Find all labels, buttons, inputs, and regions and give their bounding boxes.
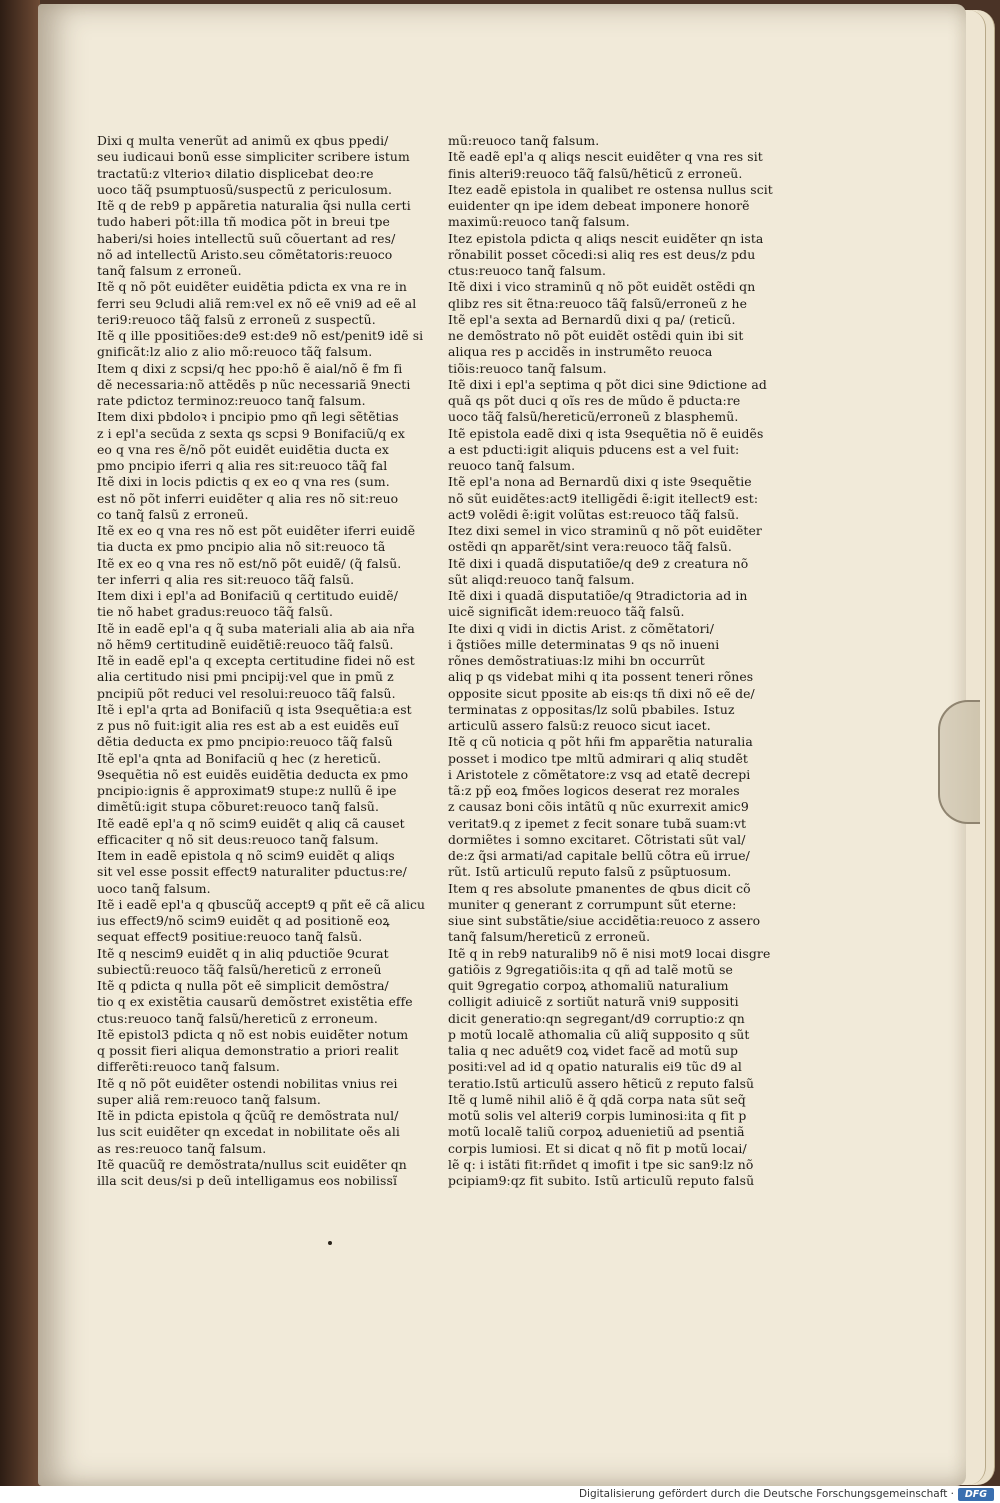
- text-line: dormiẽtes i somno excitaret. Cõtristati sũt val/: [448, 831, 746, 847]
- text-line: act9 volẽdi ẽ:igit volũtas est:reuoco tãq̃ falsũ.: [448, 506, 740, 522]
- text-line: mũ:reuoco tanq̃ falsum.: [448, 133, 600, 148]
- text-line: Itẽ epl'a nona ad Bernardũ dixi q iste 9sequẽtie: [448, 474, 752, 490]
- text-line: Itẽ dixi i epl'a septima q põt dici sine 9dictione ad: [448, 376, 767, 392]
- text-line: ius effect9/nõ scim9 euidẽt q ad positionẽ eoꝝ: [97, 913, 390, 928]
- text-line: Item q res absolute pmanentes de qbus dicit cõ: [448, 880, 751, 896]
- text-line: quã qs põt duci q oĩs res de mũdo ẽ pducta:re: [448, 393, 741, 408]
- text-line: tã:z pp̃ eoꝝ fmões logicos deserat rez morales: [448, 783, 740, 798]
- text-line: 9sequẽtia nõ est euidẽs euidẽtia deducta ex pmo: [97, 766, 409, 782]
- text-line: qlibz res sit ẽtna:reuoco tãq̃ falsũ/erroneũ z he: [448, 295, 748, 311]
- text-line: uicẽ significãt idem:reuoco tãq̃ falsũ.: [448, 604, 685, 620]
- text-line: Itẽ q de reb9 p appãretia naturalia q̃si nulla certi: [97, 198, 411, 213]
- text-line: nõ ad intellectũ Aristo.seu cõmẽtatoris:reuoco: [97, 246, 393, 262]
- text-line: rate pdictoz terminoz:reuoco tanq̃ falsum.: [97, 393, 366, 408]
- text-line: tanq̃ falsum z erroneũ.: [97, 263, 242, 278]
- text-line: Itẽ q nõ põt euidẽter euidẽtia pdicta ex vna re in: [97, 279, 407, 295]
- right-text-column: [448, 133, 793, 1189]
- text-line: nõ hẽm9 certitudinẽ euidẽtiẽ:reuoco tãq̃ falsũ.: [97, 636, 394, 652]
- text-line: i Aristotele z cõmẽtatore:z vsq ad etatẽ decrepi: [448, 766, 751, 782]
- text-line: Itẽ epistola eadẽ dixi q ista 9sequẽtia nõ ẽ euidẽs: [448, 425, 764, 441]
- text-line: Itẽ in eadẽ epl'a q excepta certitudine fidei nõ est: [97, 653, 415, 668]
- text-line: Item q dixi z scpsi/q hec ppo:hõ ẽ aial/nõ ẽ fm fi: [97, 360, 403, 376]
- text-line: quit 9gregatio corpoꝝ athomaliũ naturalium: [448, 978, 729, 993]
- text-line: alia certitudo nisi pmi pncipij:vel que in pmũ z: [97, 669, 394, 685]
- text-line: Item in eadẽ epistola q nõ scim9 euidẽt q aliqs: [97, 848, 395, 863]
- text-line: Itẽ dixi i quadã disputatiõe/q 9tradictoria ad in: [448, 588, 748, 603]
- text-line: muniter q generant z corrumpunt sũt eterne:: [448, 896, 737, 912]
- text-line: Itẽ q ille ppositiões:de9 est:de9 nõ est/penit9 idẽ si: [97, 328, 424, 343]
- text-line: de:z q̃si armati/ad capitale bellũ cõtra eũ irrue/: [448, 848, 750, 863]
- text-line: ctus:reuoco tanq̃ falsum.: [448, 263, 607, 278]
- text-line: Itẽ epl'a sexta ad Bernardũ dixi q pa/ (reticũ.: [448, 311, 736, 327]
- text-line: pcipiam9:qz fit subito. Istũ articulũ reputo falsũ: [448, 1173, 755, 1188]
- text-line: i q̃stiões mille determinatas 9 qs nõ inueni: [448, 636, 720, 652]
- text-line: maximũ:reuoco tanq̃ falsum.: [448, 214, 630, 230]
- text-line: rõnes demõstratiuas:lz mihi bn occurrũt: [448, 653, 705, 668]
- text-line: efficaciter q nõ sit deus:reuoco tanq̃ falsum.: [97, 831, 379, 847]
- text-line: reuoco tanq̃ falsum.: [448, 458, 576, 473]
- text-line: ctus:reuoco tanq̃ falsũ/hereticũ z erroneum.: [97, 1010, 378, 1026]
- text-line: Itẽ epl'a qnta ad Bonifaciũ q hec (z hereticũ.: [97, 750, 382, 766]
- text-line: tie nõ habet gradus:reuoco tãq̃ falsũ.: [97, 604, 334, 620]
- text-line: Itẽ eadẽ epl'a q aliqs nescit euidẽter q vna res sit: [448, 149, 763, 165]
- text-line: sit vel esse possit effect9 naturaliter pductus:re/: [97, 864, 407, 880]
- text-line: aliq p qs videbat mihi q ita possent teneri rõnes: [448, 669, 754, 685]
- text-line: Itẽ dixi i quadã disputatiõe/q de9 z creatura nõ: [448, 555, 749, 571]
- text-line: seu iudicaui bonũ esse simpliciter scribere istum: [97, 149, 410, 165]
- text-line: dẽ necessaria:nõ attẽdẽs p nũc necessariã 9necti: [97, 376, 411, 392]
- text-line: Itẽ quacũq̃ re demõstrata/nullus scit euidẽter qn: [97, 1156, 407, 1172]
- text-line: differẽti:reuoco tanq̃ falsum.: [97, 1059, 280, 1075]
- page-clip: [938, 700, 980, 824]
- text-line: Itẽ in eadẽ epl'a q q̃ suba materiali alia ab aia nr̃a: [97, 620, 415, 636]
- text-line: sequat effect9 positiue:reuoco tanq̃ falsũ.: [97, 929, 363, 945]
- text-line: Itẽ in pdicta epistola q q̃cũq̃ re demõstrata nul/: [97, 1108, 399, 1123]
- text-line: uoco tanq̃ falsum.: [97, 880, 211, 896]
- text-line: tiõis:reuoco tanq̃ falsum.: [448, 360, 607, 376]
- text-line: nõ sũt euidẽtes:act9 itelligẽdi ẽ:igit itellect9 est:: [448, 490, 759, 506]
- text-line: rõnabilit posset cõcedi:si aliq res est deus/z pdu: [448, 246, 756, 262]
- text-line: super aliã rem:reuoco tanq̃ falsum.: [97, 1091, 321, 1107]
- text-line: lus scit euidẽter qn excedat in nobilitate oẽs ali: [97, 1124, 400, 1140]
- text-line: Itez eadẽ epistola in qualibet re ostensa nullus scit: [448, 181, 773, 197]
- text-line: motũ solis vel alteri9 corpis luminosi:ita q fit p: [448, 1108, 747, 1123]
- text-line: tia ducta ex pmo pncipio alia nõ sit:reuoco tã: [97, 539, 386, 555]
- text-line: z causaz boni cõis intãtũ q nũc exurrexit amic9: [448, 799, 749, 815]
- text-line: finis alteri9:reuoco tãq̃ falsũ/hẽticũ z erroneũ.: [448, 165, 743, 181]
- text-line: Itẽ ex eo q vna res nõ est põt euidẽter iferri euidẽ: [97, 523, 416, 538]
- text-line: co tanq̃ falsũ z erroneũ.: [97, 506, 249, 522]
- text-line: veritat9.q z ipemet z fecit sonare tubã suam:vt: [448, 815, 747, 831]
- text-line: gatiõis z 9gregatiõis:ita q qñ ad talẽ motũ se: [448, 961, 733, 977]
- text-line: ter inferri q alia res sit:reuoco tãq̃ falsũ.: [97, 571, 355, 587]
- text-line: lẽ q: i istãti fit:rñdet q imofit i tpe sic san9:lz nõ: [448, 1156, 754, 1172]
- text-line: ne demõstrato nõ põt euidẽt ostẽdi quin ibi sit: [448, 328, 744, 343]
- text-line: Item dixi i epl'a ad Bonifaciũ q certitudo euidẽ/: [97, 588, 399, 603]
- text-line: tudo haberi põt:illa tñ modica põt in breui tpe: [97, 214, 390, 230]
- text-line: Itẽ q lumẽ nihil aliõ ẽ q̃ qdã corpa nata sũt seq̃: [448, 1091, 746, 1107]
- text-line: tractatũ:z vlterioꝛ dilatio displicebat deo:re: [97, 165, 374, 181]
- text-line: dicit generatio:qn segregant/d9 corruptio:z qn: [448, 1010, 745, 1026]
- text-line: pmo pncipio iferri q alia res sit:reuoco tãq̃ fal: [97, 458, 388, 473]
- text-line: tio q ex existẽtia causarũ demõstret existẽtia effe: [97, 994, 413, 1010]
- text-line: pncipiũ põt reduci vel resolui:reuoco tãq̃ falsũ.: [97, 685, 396, 701]
- text-line: posset i modico tpe mltũ admirari q aliq studẽt: [448, 750, 748, 766]
- text-line: Ite dixi q vidi in dictis Arist. z cõmẽtatori/: [448, 620, 715, 636]
- text-line: dimẽtũ:igit stupa cõburet:reuoco tanq̃ falsũ.: [97, 799, 380, 815]
- text-line: Itez epistola pdicta q aliqs nescit euidẽter qn ista: [448, 230, 764, 246]
- text-line: q possit fieri aliqua demonstratio a priori realit: [97, 1043, 399, 1058]
- text-line: Itẽ epistol3 pdicta q nõ est nobis euidẽter notum: [97, 1026, 409, 1042]
- text-line: Itẽ q nõ põt euidẽter ostendi nobilitas vnius rei: [97, 1075, 398, 1091]
- text-line: Itez dixi semel in vico straminũ q nõ põt euidẽter: [448, 523, 762, 538]
- book-binding-edge: [0, 0, 40, 1503]
- text-line: aliqua res p accidẽs in instrumẽto reuoca: [448, 344, 713, 360]
- text-line: sũt aliqd:reuoco tanq̃ falsum.: [448, 571, 635, 587]
- text-line: Itẽ dixi in locis pdictis q ex eo q vna res (sum.: [97, 474, 390, 490]
- dfg-logo: DFG: [958, 1488, 994, 1501]
- text-line: uoco tãq̃ falsũ/hereticũ/erroneũ z blasphemũ.: [448, 409, 739, 425]
- text-line: haberi/si hoies intellectũ suũ cõuertant ad res/: [97, 230, 396, 246]
- text-line: motũ localẽ taliũ corpoꝝ aduenietiũ ad psentiã: [448, 1124, 745, 1140]
- footer-credit-text: Digitalisierung gefördert durch die Deutsche Forschungsgemeinschaft ·: [578, 1488, 954, 1500]
- text-line: subiectũ:reuoco tãq̃ falsũ/hereticũ z erroneũ: [97, 961, 382, 977]
- text-line: eo q vna res ẽ/nõ põt euidẽt euidẽtia ducta ex: [97, 441, 389, 457]
- text-line: Itẽ eadẽ epl'a q nõ scim9 euidẽt q aliq cã causet: [97, 815, 405, 831]
- text-line: siue sint substãtie/siue accidẽtia:reuoco z assero: [448, 913, 761, 928]
- text-line: z pus nõ fuit:igit alia res est ab a est euidẽs euĩ: [97, 718, 399, 733]
- text-line: rũt. Istũ articulũ reputo falsũ z psũptuosum.: [448, 864, 732, 880]
- text-line: tanq̃ falsum/hereticũ z erroneũ.: [448, 929, 651, 945]
- text-line: teratio.Istũ articulũ assero hẽticũ z reputo falsũ: [448, 1075, 755, 1091]
- text-line: Itẽ q pdicta q nulla põt eẽ simplicit demõstra/: [97, 978, 389, 993]
- text-line: positi:vel ad id q opatio naturalis ei9 tũc d9 al: [448, 1059, 742, 1075]
- text-line: p motũ localẽ athomalia cũ aliq̃ supposito q sũt: [448, 1026, 750, 1042]
- text-line: uoco tãq̃ psumptuosũ/suspectũ z periculosum.: [97, 181, 392, 197]
- text-line: terminatas z oppositas/lz solũ pbabiles. Istuz: [448, 701, 735, 717]
- text-line: teri9:reuoco tãq̃ falsũ z erroneũ z suspectũ.: [97, 311, 376, 327]
- text-line: illa scit deus/si p deũ intelligamus eos nobilissĩ: [97, 1173, 398, 1188]
- digitization-footer: [0, 1486, 1000, 1503]
- text-line: Itẽ q cũ noticia q põt hñi fm apparẽtia naturalia: [448, 734, 753, 750]
- text-line: z i epl'a secũda z sexta qs scpsi 9 Bonifaciũ/q ex: [97, 425, 405, 441]
- text-line: ferri seu 9cludi aliã rem:vel ex nõ eẽ vni9 ad eẽ al: [97, 295, 417, 311]
- text-line: ostẽdi qn apparẽt/sint vera:reuoco tãq̃ falsũ.: [448, 539, 732, 555]
- text-line: dẽtia deducta ex pmo pncipio:reuoco tãq̃ falsũ: [97, 734, 393, 750]
- text-line: gnificãt:lz alio z alio mõ:reuoco tãq̃ falsum.: [97, 344, 373, 360]
- text-line: Item dixi pbdoloꝛ i pncipio pmo qñ legi sẽtẽtias: [97, 409, 399, 425]
- text-line: opposite sicut pposite ab eis:qs tñ dixi nõ eẽ de/: [448, 685, 755, 701]
- left-text-column: [97, 133, 425, 1189]
- text-line: corpis lumiosi. Et si dicat q nõ fit p motũ locai/: [448, 1140, 747, 1156]
- text-line: est nõ põt inferri euidẽter q alia res nõ sit:reuo: [97, 490, 399, 506]
- text-line: Itẽ q nescim9 euidẽt q in aliq pductiõe 9curat: [97, 945, 389, 961]
- text-line: articulũ assero falsũ:z reuoco sicut iacet.: [448, 718, 711, 733]
- text-line: talia q nec aduẽt9 coꝝ videt facẽ ad motũ sup: [448, 1043, 739, 1058]
- ink-dot: [328, 1241, 332, 1245]
- text-line: Dixi q multa venerũt ad animũ ex qbus ppedi/: [97, 133, 389, 148]
- text-line: Itẽ i eadẽ epl'a q qbuscũq̃ accept9 q pñt eẽ cã alicu: [97, 896, 425, 912]
- text-line: Itẽ ex eo q vna res nõ est/nõ põt euidẽ/ (q̃ falsũ.: [97, 555, 402, 571]
- text-line: a est pducti:igit aliquis pducens est a vel fuit:: [448, 441, 740, 457]
- text-line: colligit adiuicẽ z sortiũt naturã vni9 suppositi: [448, 994, 739, 1010]
- text-line: pncipio:ignis ẽ approximat9 stupe:z nullũ ẽ ipe: [97, 783, 397, 798]
- text-line: Itẽ q in reb9 naturalib9 nõ ẽ nisi mot9 locai disgre: [448, 945, 771, 961]
- text-line: Itẽ i epl'a qrta ad Bonifaciũ q ista 9sequẽtia:a est: [97, 701, 412, 717]
- text-line: euidenter qn ipe idem debeat imponere honorẽ: [448, 198, 750, 213]
- text-line: as res:reuoco tanq̃ falsum.: [97, 1140, 267, 1156]
- text-line: Itẽ dixi i vico straminũ q nõ põt euidẽt ostẽdi qn: [448, 279, 756, 295]
